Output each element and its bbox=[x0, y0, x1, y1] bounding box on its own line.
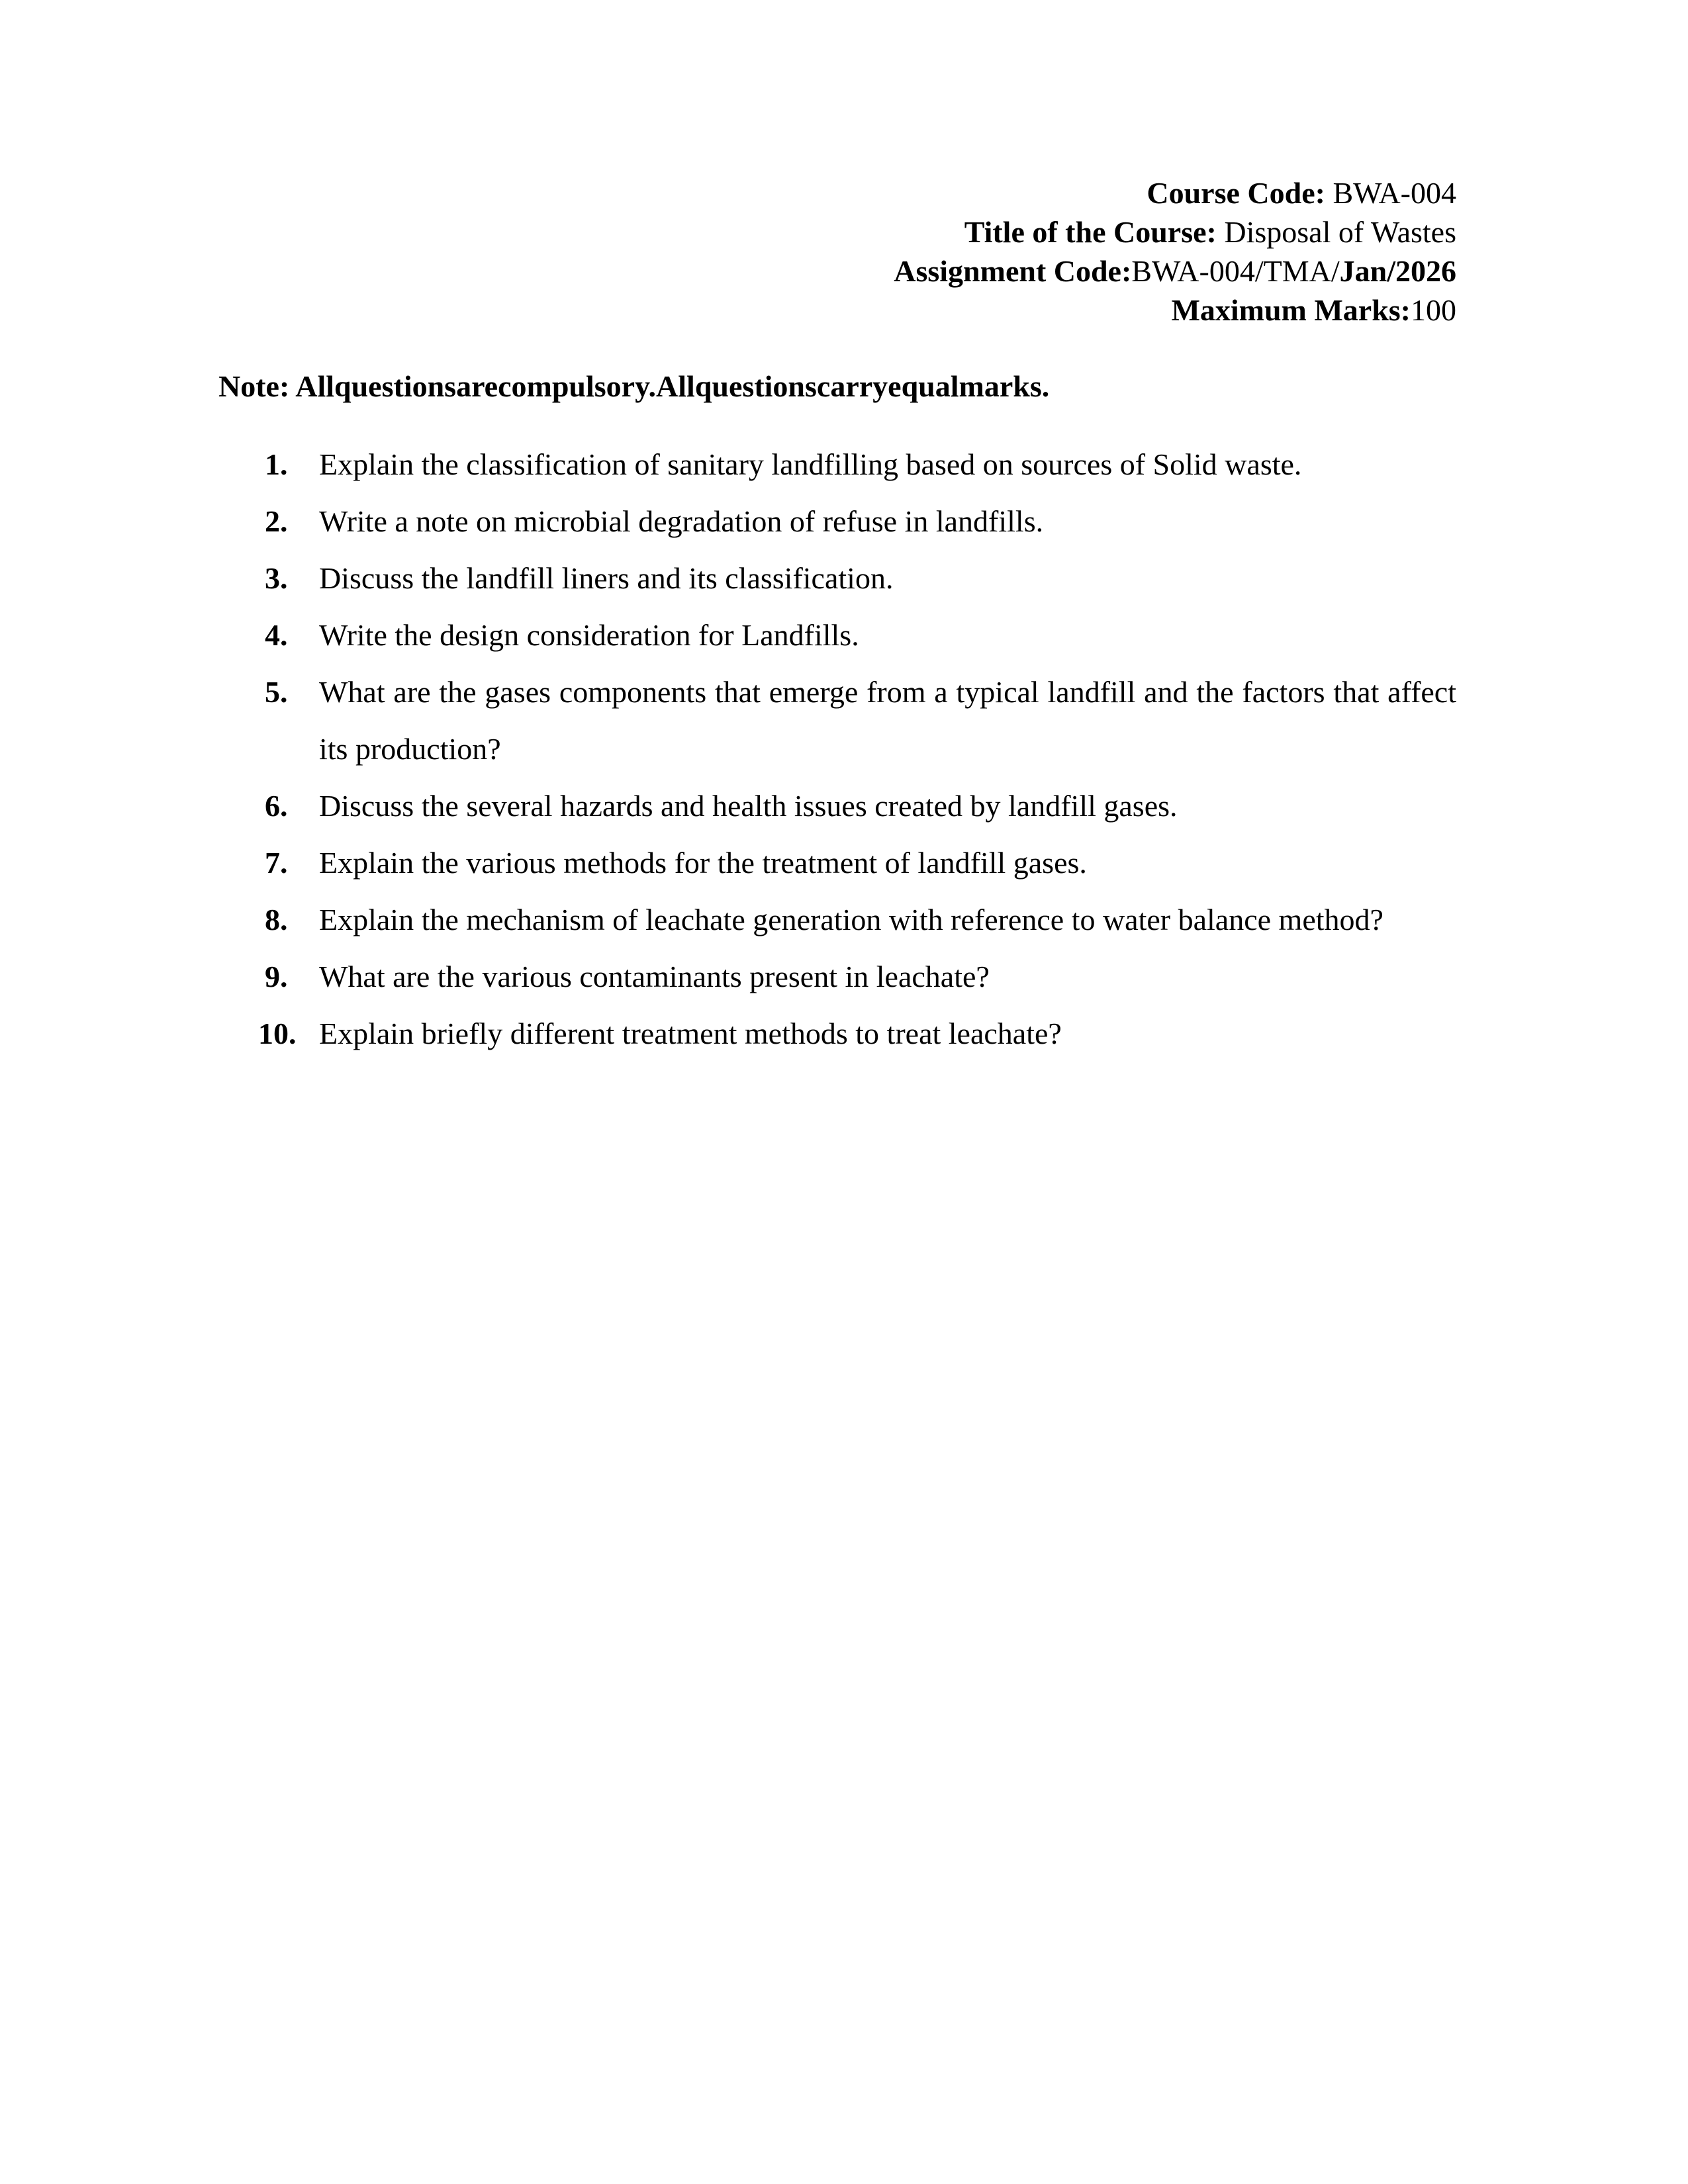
course-code-label: Course Code: bbox=[1147, 176, 1325, 210]
max-marks-value: 100 bbox=[1411, 293, 1456, 327]
question-text: Explain the mechanism of leachate generation with reference to water balance method? bbox=[319, 903, 1383, 936]
question-number: 6. bbox=[265, 789, 288, 823]
question-number: 2. bbox=[265, 504, 288, 538]
question-item bbox=[258, 1005, 1456, 1062]
question-text: Explain the classification of sanitary landfilling based on sources of Solid waste. bbox=[319, 447, 1302, 481]
question-item bbox=[265, 436, 1456, 493]
max-marks-label: Maximum Marks: bbox=[1171, 293, 1411, 327]
question-item bbox=[265, 550, 1456, 607]
question-number: 8. bbox=[265, 903, 288, 936]
question-text: Discuss the several hazards and health issues created by landfill gases. bbox=[319, 789, 1178, 823]
question-item bbox=[265, 493, 1456, 550]
question-item bbox=[265, 664, 1456, 778]
assignment-code-session: Jan/2026 bbox=[1339, 254, 1456, 288]
question-number: 1. bbox=[265, 447, 288, 481]
question-item bbox=[265, 891, 1456, 948]
question-text: What are the gases components that emerge from a typical landfill and the factors that affect its production? bbox=[319, 675, 1456, 766]
assignment-note: Note: Allquestionsarecompulsory.Allquestionscarryequalmarks. bbox=[218, 369, 1050, 403]
assignment-code-label: Assignment Code: bbox=[894, 254, 1132, 288]
question-number: 3. bbox=[265, 561, 288, 595]
course-code-value: BWA-004 bbox=[1325, 176, 1456, 210]
max-marks-line bbox=[894, 291, 1456, 330]
question-item bbox=[265, 778, 1456, 835]
question-text: Discuss the landfill liners and its classification. bbox=[319, 561, 894, 595]
course-title-label: Title of the Course: bbox=[964, 215, 1217, 249]
question-item bbox=[265, 607, 1456, 664]
course-title-value: Disposal of Wastes bbox=[1216, 215, 1456, 249]
question-number: 10. bbox=[258, 1017, 297, 1050]
question-text: Write the design consideration for Landfills. bbox=[319, 618, 859, 652]
course-code-line bbox=[894, 173, 1456, 212]
course-title-line bbox=[894, 212, 1456, 251]
question-number: 5. bbox=[265, 675, 288, 709]
course-header bbox=[894, 173, 1456, 330]
question-item bbox=[265, 835, 1456, 891]
question-number: 9. bbox=[265, 960, 288, 993]
question-text: Write a note on microbial degradation of refuse in landfills. bbox=[319, 504, 1044, 538]
assignment-code-line bbox=[894, 251, 1456, 291]
question-list bbox=[258, 436, 1456, 1062]
question-number: 4. bbox=[265, 618, 288, 652]
question-text: Explain briefly different treatment methods to treat leachate? bbox=[319, 1017, 1062, 1050]
question-text: Explain the various methods for the treatment of landfill gases. bbox=[319, 846, 1087, 880]
question-text: What are the various contaminants present in leachate? bbox=[319, 960, 990, 993]
question-item bbox=[265, 948, 1456, 1005]
question-number: 7. bbox=[265, 846, 288, 880]
assignment-code-value: BWA-004/TMA/ bbox=[1131, 254, 1340, 288]
